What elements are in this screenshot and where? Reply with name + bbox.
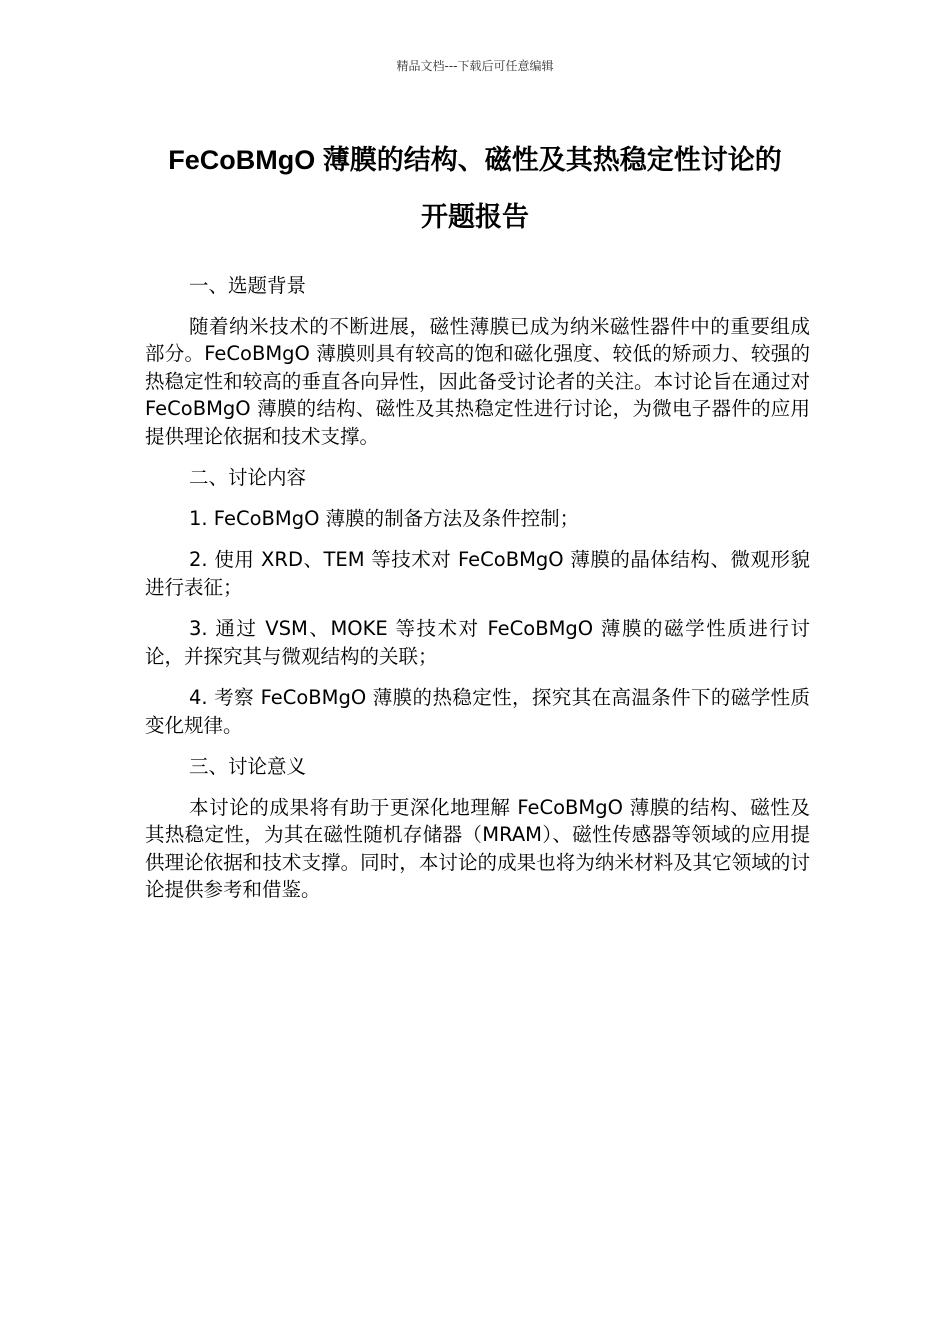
list-item-1: 1. FeCoBMgO 薄膜的制备方法及条件控制； <box>189 506 580 530</box>
list-item-4: 4. 考察 FeCoBMgO 薄膜的热稳定性，探究其在高温条件下的磁学性质变化规律。 <box>145 686 810 737</box>
document-title <box>120 132 830 246</box>
list-item-3: 3. 通过 VSM、MOKE 等技术对 FeCoBMgO 薄膜的磁学性质进行讨论，并探究其与微观结构的关联； <box>145 617 810 668</box>
list-item-2: 2. 使用 XRD、TEM 等技术对 FeCoBMgO 薄膜的晶体结构、微观形貌进行表征； <box>145 548 810 599</box>
section-heading-background: 一、选题背景 <box>189 274 307 297</box>
paragraph-significance: 本讨论的成果将有助于更深化地理解 FeCoBMgO 薄膜的结构、磁性及其热稳定性，为其在磁性随机存储器（MRAM）、磁性传感器等领域的应用提供理论依据和技术支撑。同时，本讨论的成果也将为纳米材料及其它领域的讨论提供参考和借鉴。 <box>145 795 810 901</box>
title-line-1: FeCoBMgO 薄膜的结构、磁性及其热稳定性讨论的 <box>168 145 782 175</box>
section-heading-significance: 三、讨论意义 <box>189 755 307 778</box>
document-body <box>145 272 810 918</box>
title-line-2: 开题报告 <box>421 202 529 232</box>
section-heading-content: 二、讨论内容 <box>189 466 307 489</box>
header-note: 精品文档---下载后可任意编辑 <box>396 59 554 73</box>
paragraph-background: 随着纳米技术的不断进展，磁性薄膜已成为纳米磁性器件中的重要组成部分。FeCoBMgO 薄膜则具有较高的饱和磁化强度、较低的矫顽力、较强的热稳定性和较高的垂直各向异性，因此备受讨论者的关注。本讨论旨在通过对 FeCoBMgO 薄膜的结构、磁性及其热稳定性进行讨论，为微电子器件的应用提供理论依据和技术支撑。 <box>145 314 810 448</box>
